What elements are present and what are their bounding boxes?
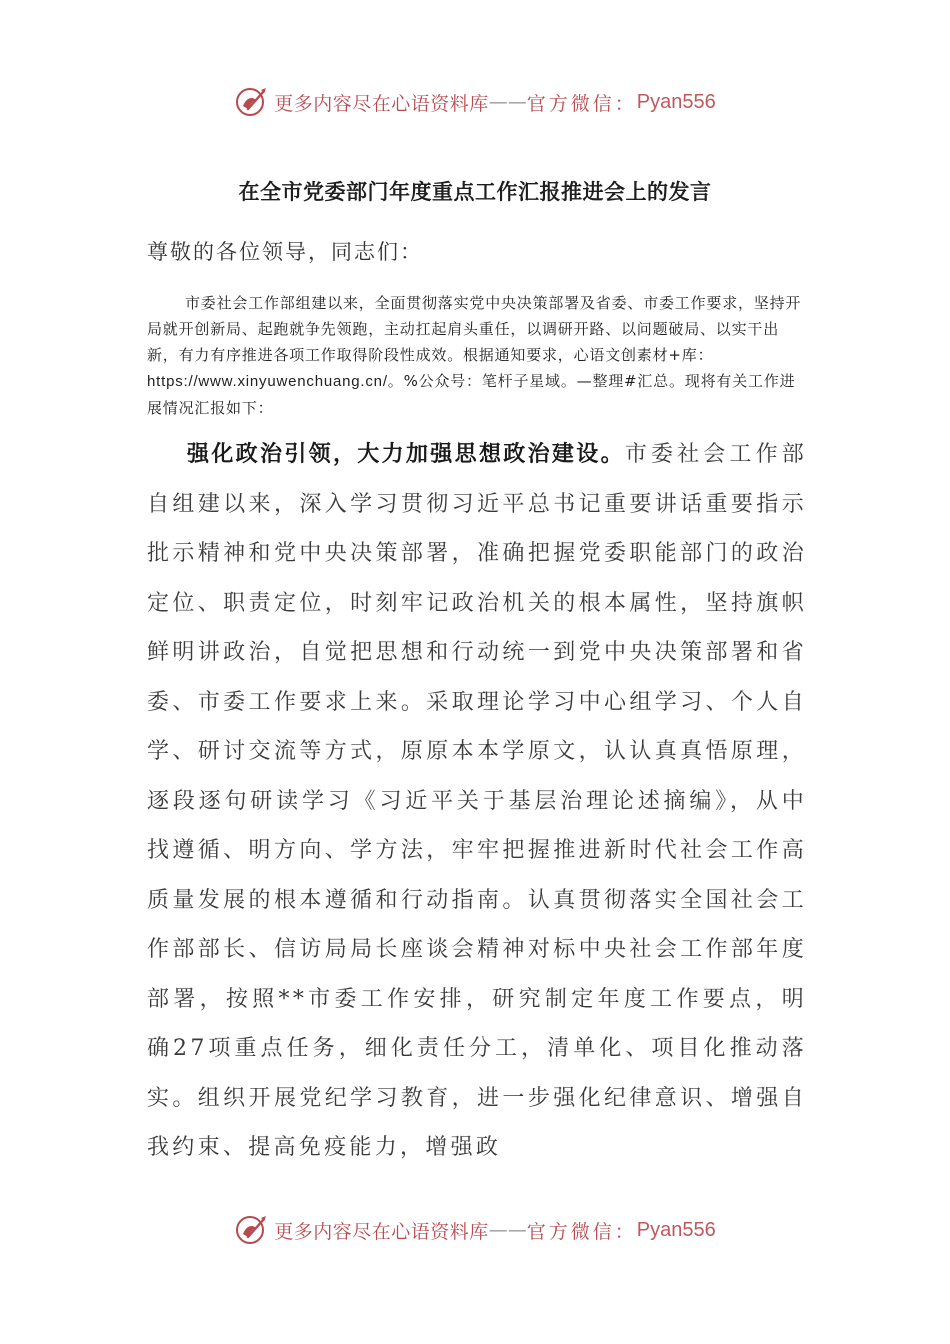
footer-dash: —— (488, 1219, 527, 1241)
intro-url: https://www.xinyuwenchuang.cn/ (147, 373, 388, 390)
pen-logo-icon (234, 1212, 270, 1248)
header-wechat-label: 官方微信： (526, 92, 637, 115)
header-wechat-account: Pyan556 (636, 90, 716, 113)
section-1-lead: 强化政治引领，大力加强思想政治建设。 (187, 442, 625, 467)
header-dash: —— (488, 91, 527, 113)
section-1-body: 市委社会工作部自组建以来，深入学习贯彻习近平总书记重要讲话重要指示批示精神和党中央决策部署，准确把握党委职能部门的政治定位、职责定位，时刻牢记政治机关的根本属性，坚持旗帜鲜明讲政治，自觉把思想和行动统一到党中央决策部署和省委、市委工作要求上来。采取理论学习中心组学习、个人自学、研讨交流等方式，原原本本学原文，认认真真悟原理，逐段逐句研读学习《习近平关于基层治理论述摘编》，从中找遵循、明方向、学方法，牢牢把握推进新时代社会工作高质量发展的根本遵循和行动指南。认真贯彻落实全国社会工作部部长、信访局局长座谈会精神对标中央社会工作部年度部署，按照**市委工作安排，研究制定年度工作要点，明确27项重点任务，细化责任分工，清单化、项目化推动落实。组织开展党纪学习教育，进一步强化纪律意识、增强自我约束、提高免疫能力，增强政 (147, 442, 807, 1160)
header-site-text: 更多内容尽在心语资料库 (274, 92, 489, 115)
intro-text-before-link: 市委社会工作部组建以来，全面贯彻落实党中央决策部署及省委、市委工作要求，坚持开局就开创新局、起跑就争先领跑，主动扛起肩头重任，以调研开路、以问题破局、以实干出新，有力有序推进各项工作取得阶段性成效。根据通知要求，心语文创素材+库： (147, 294, 802, 364)
header-banner (0, 82, 950, 122)
footer-banner (0, 1210, 950, 1250)
footer-wechat-account: Pyan556 (636, 1218, 716, 1241)
footer-wechat-label: 官方微信： (526, 1220, 637, 1243)
document-title: 在全市党委部门年度重点工作汇报推进会上的发言 (238, 180, 712, 204)
section-1-paragraph (147, 430, 807, 1173)
intro-paragraph (147, 290, 807, 421)
pen-logo-icon (234, 84, 270, 120)
salutation: 尊敬的各位领导，同志们： (147, 240, 423, 264)
intro-text-after-link: 。%公众号：笔杆子星域。—整理#汇总。现将有关工作进展情况汇报如下： (147, 372, 796, 417)
footer-site-text: 更多内容尽在心语资料库 (274, 1220, 489, 1243)
